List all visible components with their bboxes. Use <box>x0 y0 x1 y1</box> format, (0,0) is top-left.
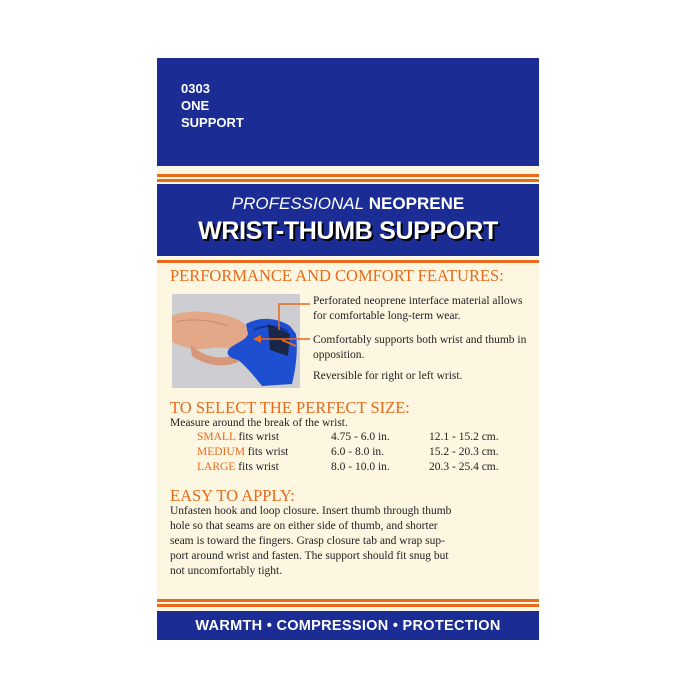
product-code-line: ONE <box>181 98 210 113</box>
size-suffix: fits wrist <box>244 446 289 458</box>
feature-item: Reversible for right or left wrist. <box>313 370 463 382</box>
apply-line: not uncomfortably tight. <box>170 565 283 577</box>
size-label <box>197 445 288 460</box>
size-inches: 4.75 - 6.0 in. <box>331 431 390 443</box>
orange-stripe <box>157 604 539 607</box>
product-code-line: 0303 <box>181 81 210 96</box>
size-label <box>197 460 279 475</box>
apply-instructions <box>170 504 530 579</box>
sizing-heading: TO SELECT THE PERFECT SIZE: <box>170 398 410 417</box>
orange-stripe <box>157 599 539 602</box>
feature-item: Perforated neoprene interface material allows for comfortable long-term wear. <box>313 295 523 322</box>
apply-heading: EASY TO APPLY: <box>170 486 295 505</box>
subtitle-prefix: PROFESSIONAL <box>231 194 365 213</box>
features-heading: PERFORMANCE AND COMFORT FEATURES: <box>170 266 504 285</box>
apply-line: hole so that seams are on either side of thumb, and shorter <box>170 520 438 532</box>
size-name: SMALL <box>197 431 236 443</box>
size-inches: 8.0 - 10.0 in. <box>331 461 390 473</box>
apply-line: port around wrist and fasten. The support should fit snug but <box>170 550 449 562</box>
sizing-intro: Measure around the break of the wrist. <box>170 417 348 429</box>
footer-band <box>157 611 539 640</box>
subtitle-material: NEOPRENE <box>368 194 465 213</box>
apply-line: seam is toward the fingers. Grasp closure tab and wrap sup- <box>170 535 445 547</box>
size-inches: 6.0 - 8.0 in. <box>331 446 385 458</box>
size-suffix: fits wrist <box>235 461 279 473</box>
size-name: LARGE <box>197 461 236 473</box>
size-suffix: fits wrist <box>235 431 280 443</box>
size-label <box>197 430 279 445</box>
size-cm: 20.3 - 25.4 cm. <box>429 461 499 473</box>
size-cm: 12.1 - 15.2 cm. <box>429 431 499 443</box>
product-card <box>157 58 539 640</box>
product-code-line: SUPPORT <box>181 115 244 130</box>
product-title: WRIST-THUMB SUPPORT <box>198 217 498 245</box>
feature-item: Comfortably supports both wrist and thumb in opposition. <box>313 334 527 361</box>
size-cm: 15.2 - 20.3 cm. <box>429 446 499 458</box>
footer-tagline: WARMTH • COMPRESSION • PROTECTION <box>195 618 501 634</box>
size-name: MEDIUM <box>197 446 245 458</box>
apply-line: Unfasten hook and loop closure. Insert thumb through thumb <box>170 505 452 517</box>
